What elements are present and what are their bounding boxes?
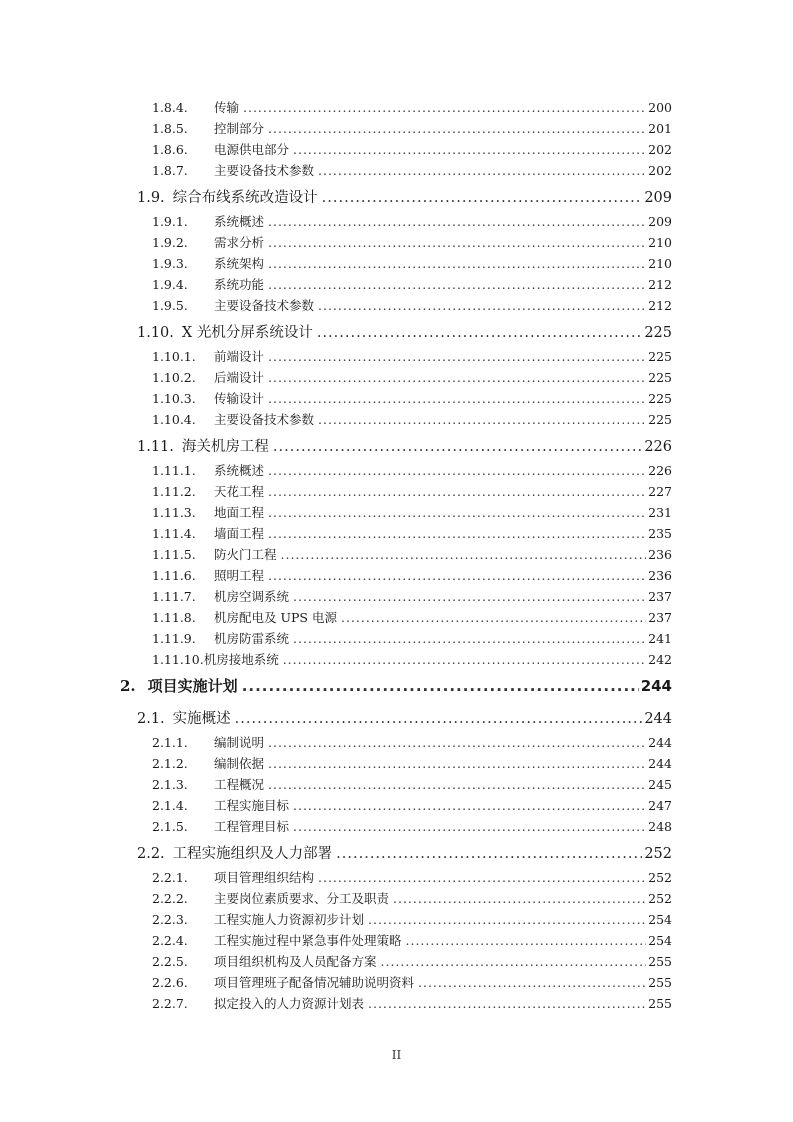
toc-entry-number: 1.9.2. bbox=[152, 235, 188, 250]
toc-entry-number: 1.9.5. bbox=[152, 298, 188, 313]
toc-entry-number: 1.11.3. bbox=[152, 505, 196, 520]
toc-entry-number: 2.1.5. bbox=[152, 819, 188, 834]
toc-entry-title: 主要岗位素质要求、分工及职责 bbox=[214, 891, 390, 906]
toc-entry-page: 227 bbox=[648, 484, 672, 499]
toc-entry-number: 1.9.4. bbox=[152, 277, 188, 292]
dot-leader bbox=[235, 711, 643, 727]
toc-entry-number: 2.1. bbox=[137, 711, 165, 727]
toc-entry-number: 1.8.7. bbox=[152, 163, 188, 178]
toc-entry-level-3[interactable] bbox=[152, 775, 672, 793]
toc-entry-level-3[interactable] bbox=[152, 389, 672, 407]
toc-entry-number: 1.11.2. bbox=[152, 484, 196, 499]
toc-entry-level-3[interactable] bbox=[152, 973, 672, 991]
toc-entry-title: 工程概况 bbox=[214, 777, 265, 792]
toc-entry-page: 244 bbox=[648, 756, 672, 771]
toc-entry-title: 墙面工程 bbox=[214, 526, 265, 541]
toc-entry-level-3[interactable] bbox=[152, 254, 672, 272]
dot-leader bbox=[268, 568, 646, 583]
dot-leader bbox=[268, 370, 646, 385]
toc-entry-page: 212 bbox=[648, 298, 672, 313]
toc-entry-number: 1.11.4. bbox=[152, 526, 196, 541]
toc-entry-title: 机房配电及 UPS 电源 bbox=[214, 610, 337, 625]
toc-entry-page: 247 bbox=[648, 798, 672, 813]
toc-entry-level-3[interactable] bbox=[152, 140, 672, 158]
toc-entry-page: 225 bbox=[648, 391, 672, 406]
toc-entry-number: 2.2.4. bbox=[152, 933, 188, 948]
toc-entry-page: 226 bbox=[644, 439, 672, 455]
dot-leader bbox=[318, 163, 646, 178]
dot-leader bbox=[318, 298, 646, 313]
toc-entry-number: 1.11.10. bbox=[152, 652, 204, 667]
toc-entry-level-3[interactable] bbox=[152, 347, 672, 365]
toc-entry-title: 机房接地系统 bbox=[203, 652, 279, 667]
toc-entry-number: 2.1.4. bbox=[152, 798, 188, 813]
toc-entry-level-3[interactable] bbox=[152, 566, 672, 584]
toc-entry-level-3[interactable] bbox=[152, 608, 672, 626]
toc-entry-number: 2.1.1. bbox=[152, 735, 188, 750]
dot-leader bbox=[293, 631, 646, 646]
toc-entry-number: 2.2.2. bbox=[152, 891, 188, 906]
toc-entry-title: 系统功能 bbox=[214, 277, 265, 292]
toc-entry-page: 241 bbox=[648, 631, 672, 646]
toc-entry-level-3[interactable] bbox=[152, 754, 672, 772]
toc-entry-number: 1.10.4. bbox=[152, 412, 196, 427]
toc-entry-level-3[interactable] bbox=[152, 212, 672, 230]
toc-entry-page: 235 bbox=[648, 526, 672, 541]
toc-entry-page: 252 bbox=[648, 870, 672, 885]
toc-entry-title: 主要设备技术参数 bbox=[214, 163, 315, 178]
toc-entry-page: 209 bbox=[648, 214, 672, 229]
toc-entry-level-3[interactable] bbox=[152, 98, 672, 116]
dot-leader bbox=[293, 142, 646, 157]
page-number: II bbox=[391, 1048, 402, 1062]
toc-entry-page: 255 bbox=[648, 954, 672, 969]
dot-leader bbox=[268, 526, 646, 541]
dot-leader bbox=[293, 798, 646, 813]
toc-entry-number: 1.9. bbox=[137, 190, 165, 206]
toc-entry-level-3[interactable] bbox=[152, 952, 672, 970]
toc-entry-level-3[interactable] bbox=[152, 368, 672, 386]
dot-leader bbox=[268, 349, 646, 364]
toc-entry-page: 201 bbox=[648, 121, 672, 136]
toc-entry-page: 255 bbox=[648, 996, 672, 1011]
toc-entry-level-2[interactable] bbox=[137, 321, 672, 342]
toc-entry-level-3[interactable] bbox=[152, 733, 672, 751]
toc-entry-number: 1.11.8. bbox=[152, 610, 196, 625]
toc-entry-number: 1.11.5. bbox=[152, 547, 196, 562]
toc-entry-level-3[interactable] bbox=[152, 545, 672, 563]
toc-entry-level-3[interactable] bbox=[152, 650, 672, 668]
toc-entry-title: 控制部分 bbox=[214, 121, 265, 136]
dot-leader bbox=[318, 870, 646, 885]
toc-entry-number: 2.2. bbox=[137, 846, 165, 862]
toc-entry-title: 系统概述 bbox=[214, 463, 265, 478]
dot-leader bbox=[268, 777, 646, 792]
toc-entry-page: 244 bbox=[640, 677, 672, 695]
dot-leader bbox=[318, 412, 646, 427]
toc-entry-page: 244 bbox=[648, 735, 672, 750]
dot-leader bbox=[336, 846, 642, 862]
toc-entry-title: 电源供电部分 bbox=[214, 142, 290, 157]
dot-leader bbox=[293, 819, 646, 834]
toc-entry-page: 236 bbox=[648, 568, 672, 583]
toc-entry-page: 236 bbox=[648, 547, 672, 562]
toc-entry-page: 255 bbox=[648, 975, 672, 990]
toc-entry-title: 拟定投入的人力资源计划表 bbox=[214, 996, 365, 1011]
dot-leader bbox=[268, 235, 646, 250]
toc-entry-number: 1.9.3. bbox=[152, 256, 188, 271]
toc-entry-title: 照明工程 bbox=[214, 568, 265, 583]
toc-entry-title: 地面工程 bbox=[214, 505, 265, 520]
toc-entry-page: 202 bbox=[648, 142, 672, 157]
toc-entry-page: 225 bbox=[648, 349, 672, 364]
toc-entry-level-3[interactable] bbox=[152, 587, 672, 605]
toc-entry-title: X 光机分屏系统设计 bbox=[181, 325, 313, 341]
dot-leader bbox=[317, 325, 642, 341]
toc-entry-number: 2. bbox=[120, 677, 136, 695]
dot-leader bbox=[418, 975, 646, 990]
toc-entry-level-3[interactable] bbox=[152, 410, 672, 428]
toc-entry-level-3[interactable] bbox=[152, 161, 672, 179]
toc-entry-title: 后端设计 bbox=[214, 370, 265, 385]
toc-entry-page: 225 bbox=[644, 325, 672, 341]
toc-entry-number: 1.10.1. bbox=[152, 349, 196, 364]
toc-entry-title: 工程实施组织及人力部署 bbox=[172, 846, 333, 862]
toc-entry-title: 实施概述 bbox=[172, 711, 231, 727]
toc-entry-number: 2.1.3. bbox=[152, 777, 188, 792]
toc-entry-page: 237 bbox=[648, 610, 672, 625]
toc-entry-level-2[interactable] bbox=[137, 842, 672, 863]
toc-entry-title: 综合布线系统改造设计 bbox=[172, 190, 318, 206]
toc-entry-level-3[interactable] bbox=[152, 629, 672, 647]
toc-entry-title: 海关机房工程 bbox=[181, 439, 269, 455]
toc-entry-level-3[interactable] bbox=[152, 296, 672, 314]
toc-entry-page: 225 bbox=[648, 412, 672, 427]
toc-entry-level-3[interactable] bbox=[152, 931, 672, 949]
toc-entry-number: 1.10. bbox=[137, 325, 174, 341]
toc-entry-number: 2.2.3. bbox=[152, 912, 188, 927]
dot-leader bbox=[268, 214, 646, 229]
toc-entry-page: 225 bbox=[648, 370, 672, 385]
toc-entry-page: 226 bbox=[648, 463, 672, 478]
toc-entry-title: 传输设计 bbox=[214, 391, 265, 406]
toc-entry-page: 200 bbox=[648, 100, 672, 115]
toc-entry-number: 1.10.2. bbox=[152, 370, 196, 385]
toc-entry-number: 1.10.3. bbox=[152, 391, 196, 406]
toc-entry-level-3[interactable] bbox=[152, 994, 672, 1012]
dot-leader bbox=[406, 933, 647, 948]
toc-entry-page: 252 bbox=[648, 891, 672, 906]
dot-leader bbox=[268, 756, 646, 771]
toc-entry-page: 209 bbox=[644, 190, 672, 206]
toc-entry-title: 机房空调系统 bbox=[214, 589, 290, 604]
toc-entry-page: 237 bbox=[648, 589, 672, 604]
toc-entry-level-3[interactable] bbox=[152, 503, 672, 521]
toc-entry-level-3[interactable] bbox=[152, 524, 672, 542]
dot-leader bbox=[268, 256, 646, 271]
toc-entry-level-3[interactable] bbox=[152, 817, 672, 835]
toc-entry-page: 212 bbox=[648, 277, 672, 292]
toc-entry-number: 1.9.1. bbox=[152, 214, 188, 229]
toc-entry-title: 工程实施过程中紧急事件处理策略 bbox=[214, 933, 402, 948]
dot-leader bbox=[393, 891, 646, 906]
toc-entry-page: 231 bbox=[648, 505, 672, 520]
toc-entry-level-3[interactable] bbox=[152, 482, 672, 500]
toc-entry-title: 项目管理组织结构 bbox=[214, 870, 315, 885]
toc-entry-number: 2.2.6. bbox=[152, 975, 188, 990]
toc-entry-title: 工程实施人力资源初步计划 bbox=[214, 912, 365, 927]
toc-entry-number: 2.2.7. bbox=[152, 996, 188, 1011]
toc-entry-page: 210 bbox=[648, 256, 672, 271]
toc-entry-title: 防火门工程 bbox=[214, 547, 277, 562]
toc-entry-title: 系统架构 bbox=[214, 256, 265, 271]
toc-entry-title: 编制说明 bbox=[214, 735, 265, 750]
toc-entry-title: 项目组织机构及人员配备方案 bbox=[214, 954, 377, 969]
toc-entry-title: 项目管理班子配备情况辅助说明资料 bbox=[214, 975, 415, 990]
toc-entry-level-1[interactable] bbox=[120, 675, 672, 697]
toc-entry-page: 252 bbox=[644, 846, 672, 862]
toc-entry-page: 254 bbox=[648, 912, 672, 927]
toc-entry-title: 传输 bbox=[214, 100, 240, 115]
toc-entry-number: 2.1.2. bbox=[152, 756, 188, 771]
dot-leader bbox=[268, 391, 646, 406]
toc-entry-number: 1.11.7. bbox=[152, 589, 196, 604]
toc-entry-level-3[interactable] bbox=[152, 868, 672, 886]
toc-entry-page: 210 bbox=[648, 235, 672, 250]
dot-leader bbox=[341, 610, 646, 625]
toc-entry-number: 1.8.6. bbox=[152, 142, 188, 157]
dot-leader bbox=[273, 439, 642, 455]
dot-leader bbox=[268, 484, 646, 499]
toc-entry-number: 1.8.4. bbox=[152, 100, 188, 115]
dot-leader bbox=[281, 547, 647, 562]
toc-entry-page: 245 bbox=[648, 777, 672, 792]
toc-entry-title: 前端设计 bbox=[214, 349, 265, 364]
toc-entry-title: 主要设备技术参数 bbox=[214, 298, 315, 313]
toc-entry-title: 天花工程 bbox=[214, 484, 265, 499]
toc-entry-number: 1.11. bbox=[137, 439, 174, 455]
toc-entry-number: 2.2.1. bbox=[152, 870, 188, 885]
toc-entry-level-2[interactable] bbox=[137, 186, 672, 207]
toc-entry-page: 248 bbox=[648, 819, 672, 834]
toc-entry-page: 244 bbox=[644, 711, 672, 727]
toc-entry-level-3[interactable] bbox=[152, 889, 672, 907]
toc-entry-title: 编制依据 bbox=[214, 756, 265, 771]
toc-entry-title: 工程管理目标 bbox=[214, 819, 290, 834]
dot-leader bbox=[268, 121, 646, 136]
toc-entry-number: 2.2.5. bbox=[152, 954, 188, 969]
toc-entry-title: 需求分析 bbox=[214, 235, 265, 250]
toc-entry-page: 202 bbox=[648, 163, 672, 178]
dot-leader bbox=[268, 735, 646, 750]
toc-entry-number: 1.11.1. bbox=[152, 463, 196, 478]
dot-leader bbox=[268, 463, 646, 478]
toc-entry-level-2[interactable] bbox=[137, 435, 672, 456]
dot-leader bbox=[368, 996, 646, 1011]
toc-entry-level-3[interactable] bbox=[152, 233, 672, 251]
toc-entry-level-3[interactable] bbox=[152, 275, 672, 293]
toc-entry-title: 项目实施计划 bbox=[147, 677, 238, 695]
toc-entry-level-3[interactable] bbox=[152, 119, 672, 137]
dot-leader bbox=[368, 912, 646, 927]
toc-entry-level-2[interactable] bbox=[137, 707, 672, 728]
toc-entry-number: 1.8.5. bbox=[152, 121, 188, 136]
dot-leader bbox=[381, 954, 647, 969]
dot-leader bbox=[242, 677, 639, 695]
toc-entry-level-3[interactable] bbox=[152, 796, 672, 814]
toc-entry-title: 工程实施目标 bbox=[214, 798, 290, 813]
toc-entry-title: 主要设备技术参数 bbox=[214, 412, 315, 427]
dot-leader bbox=[243, 100, 646, 115]
toc-entry-number: 1.11.9. bbox=[152, 631, 196, 646]
toc-entry-page: 242 bbox=[648, 652, 672, 667]
toc-entry-level-3[interactable] bbox=[152, 461, 672, 479]
dot-leader bbox=[268, 505, 646, 520]
toc-entry-title: 机房防雷系统 bbox=[214, 631, 290, 646]
dot-leader bbox=[268, 277, 646, 292]
dot-leader bbox=[293, 589, 646, 604]
toc-entry-number: 1.11.6. bbox=[152, 568, 196, 583]
dot-leader bbox=[283, 652, 646, 667]
toc-entry-title: 系统概述 bbox=[214, 214, 265, 229]
dot-leader bbox=[322, 190, 643, 206]
toc-entry-page: 254 bbox=[648, 933, 672, 948]
toc-entry-level-3[interactable] bbox=[152, 910, 672, 928]
